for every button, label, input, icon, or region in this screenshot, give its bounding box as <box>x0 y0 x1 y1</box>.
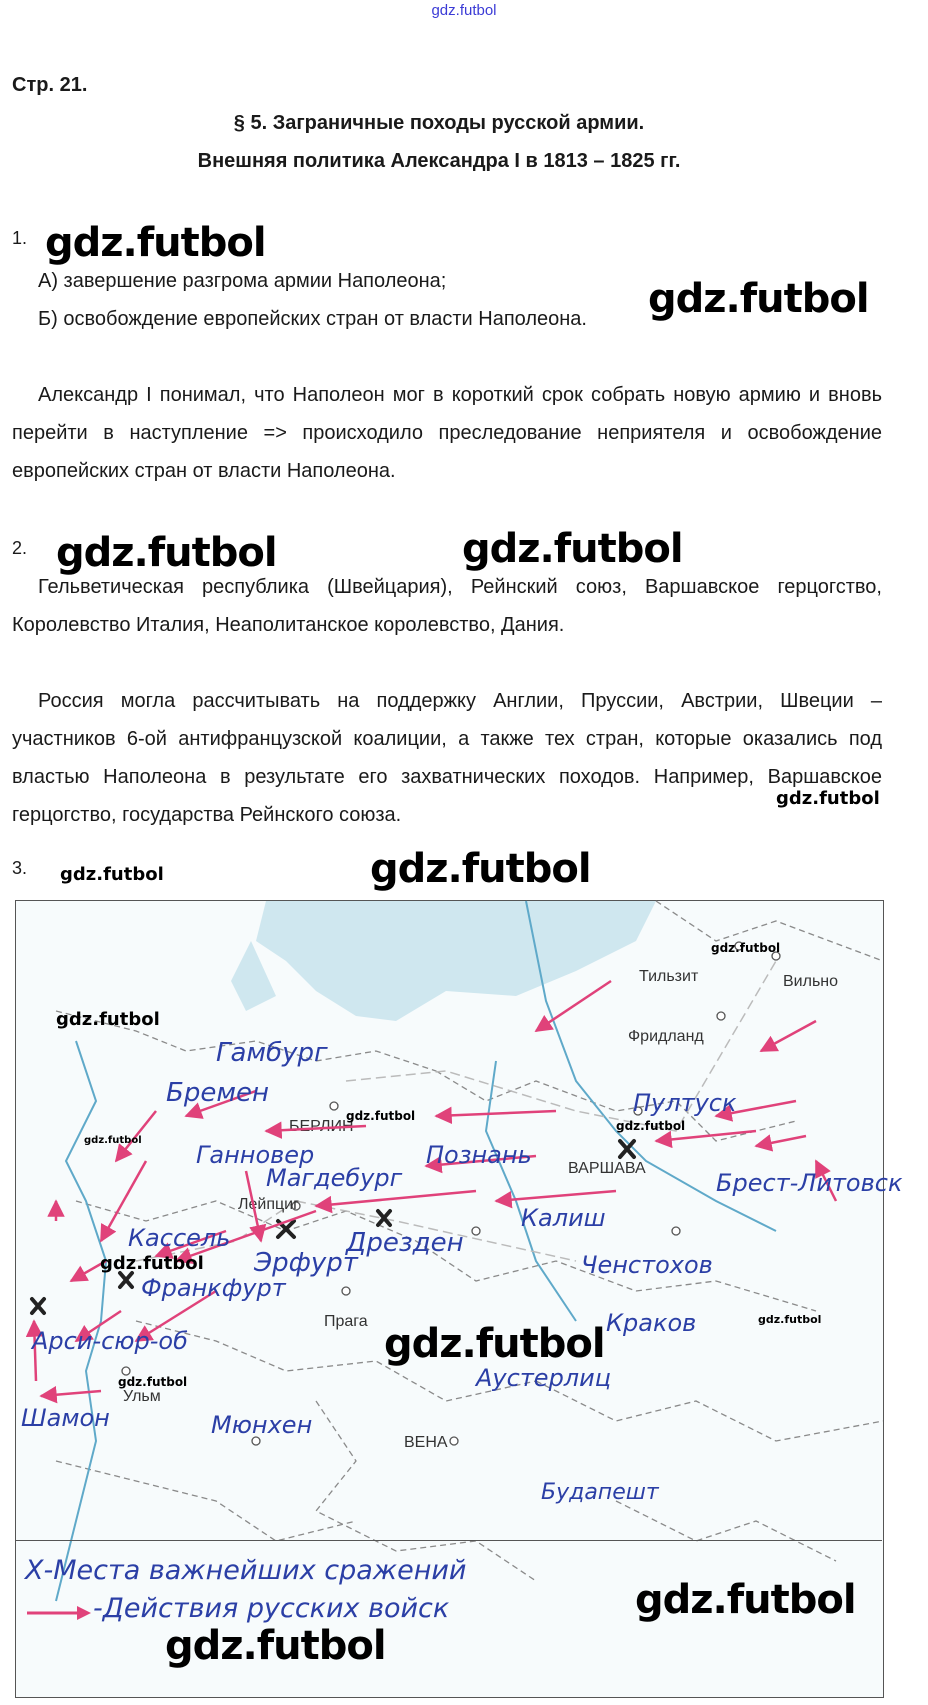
city-tilsit: Тильзит <box>639 968 699 985</box>
hw-czestochowa: Ченстохов <box>581 1251 713 1279</box>
hw-pultusk: Пултуск <box>633 1089 737 1117</box>
hw-magdeburg: Магдебург <box>266 1164 403 1192</box>
watermark-text: gdz.futbol <box>616 1119 686 1133</box>
section-title: § 5. Заграничные походы русской армии. <box>233 112 645 134</box>
map-legend <box>15 1540 882 1696</box>
page-number: Стр. 21. <box>12 74 88 96</box>
watermark-text: gdz.futbol <box>635 1577 856 1623</box>
city-friedland: Фридланд <box>628 1028 704 1045</box>
hw-chaumont: Шамон <box>21 1404 110 1432</box>
city-warsaw: ВАРШАВА <box>568 1160 646 1177</box>
hw-arcis: Арси-сюр-об <box>32 1327 188 1355</box>
city-ulm: Ульм <box>123 1388 161 1405</box>
task1-paragraph: Александр I понимал, что Наполеон мог в короткий срок собрать новую армию и вновь перейти в наступление => происходило преследование неприятеля и освобождение европейских стран от власти Наполеона. <box>12 384 882 482</box>
hw-hamburg: Гамбург <box>216 1038 328 1068</box>
hw-bremen: Бремен <box>166 1078 269 1108</box>
top-watermark: gdz.futbol <box>431 2 497 19</box>
watermark-text: gdz.futbol <box>370 846 591 892</box>
watermark-text: gdz.futbol <box>346 1109 416 1123</box>
legend-arrow-icon <box>25 1603 95 1623</box>
legend-actions: -Действия русских войск <box>93 1593 450 1624</box>
hw-brest: Брест-Литовск <box>716 1169 903 1197</box>
hw-erfurt: Эрфурт <box>254 1248 358 1278</box>
hw-frankfurt: Франкфурт <box>141 1274 286 1302</box>
watermark-text: gdz.futbol <box>56 1009 160 1030</box>
watermark-text: gdz.futbol <box>56 530 277 576</box>
hw-austerlitz: Аустерлиц <box>476 1364 612 1392</box>
watermark-text: gdz.futbol <box>45 220 266 266</box>
section-subtitle: Внешняя политика Александра I в 1813 – 1825 гг. <box>197 150 681 172</box>
watermark-text: gdz.futbol <box>165 1623 386 1669</box>
city-vilno: Вильно <box>783 973 839 990</box>
watermark-text: gdz.futbol <box>462 526 683 572</box>
hw-kassel: Кассель <box>128 1224 231 1252</box>
hw-dresden: Дрезден <box>346 1228 464 1258</box>
task3-number: 3. <box>12 858 28 878</box>
watermark-text: gdz.futbol <box>60 864 164 885</box>
hw-hanover: Ганновер <box>196 1141 315 1169</box>
watermark-text: gdz.futbol <box>758 1313 822 1326</box>
city-leipzig: Лейпциг <box>238 1196 299 1213</box>
legend-battles: Х-Места важнейших сражений <box>25 1555 467 1586</box>
hw-munich: Мюнхен <box>211 1411 313 1439</box>
city-berlin: БЕРЛИН <box>289 1118 354 1135</box>
watermark-text: gdz.futbol <box>776 788 880 809</box>
watermark-text: gdz.futbol <box>100 1253 204 1274</box>
watermark-text: gdz.futbol <box>648 276 869 322</box>
city-vienna: ВЕНА <box>404 1434 448 1451</box>
city-prague: Прага <box>324 1313 368 1330</box>
hw-poznan: Познань <box>426 1141 532 1169</box>
watermark-text: gdz.futbol <box>711 941 781 955</box>
task2-paragraph2: Россия могла рассчитывать на поддержку Англии, Пруссии, Австрии, Швеции – участников 6-ой антифранцузской коалиции, а также тех стран, которые оказались под властью Наполеона в результате его захватнических походов. Например, Варшавское герцогство, государства Рейнского союза. <box>12 690 882 826</box>
hw-budapest: Будапешт <box>541 1480 659 1505</box>
watermark-text: gdz.futbol <box>384 1321 605 1367</box>
watermark-text: gdz.futbol <box>84 1135 142 1146</box>
hw-krakow: Краков <box>606 1309 697 1337</box>
task1-item-a: А) завершение разгрома армии Наполеона; <box>38 270 447 292</box>
task2-paragraph1: Гельветическая республика (Швейцария), Рейнский союз, Варшавское герцогство, Королевство Италия, Неаполитанское королевство, Дания. <box>12 576 882 636</box>
hw-kalisz: Калиш <box>521 1204 606 1232</box>
task2-number: 2. <box>12 538 28 558</box>
task1-item-b: Б) освобождение европейских стран от власти Наполеона. <box>38 308 587 330</box>
watermark-text: gdz.futbol <box>118 1375 188 1389</box>
task1-number: 1. <box>12 228 28 248</box>
